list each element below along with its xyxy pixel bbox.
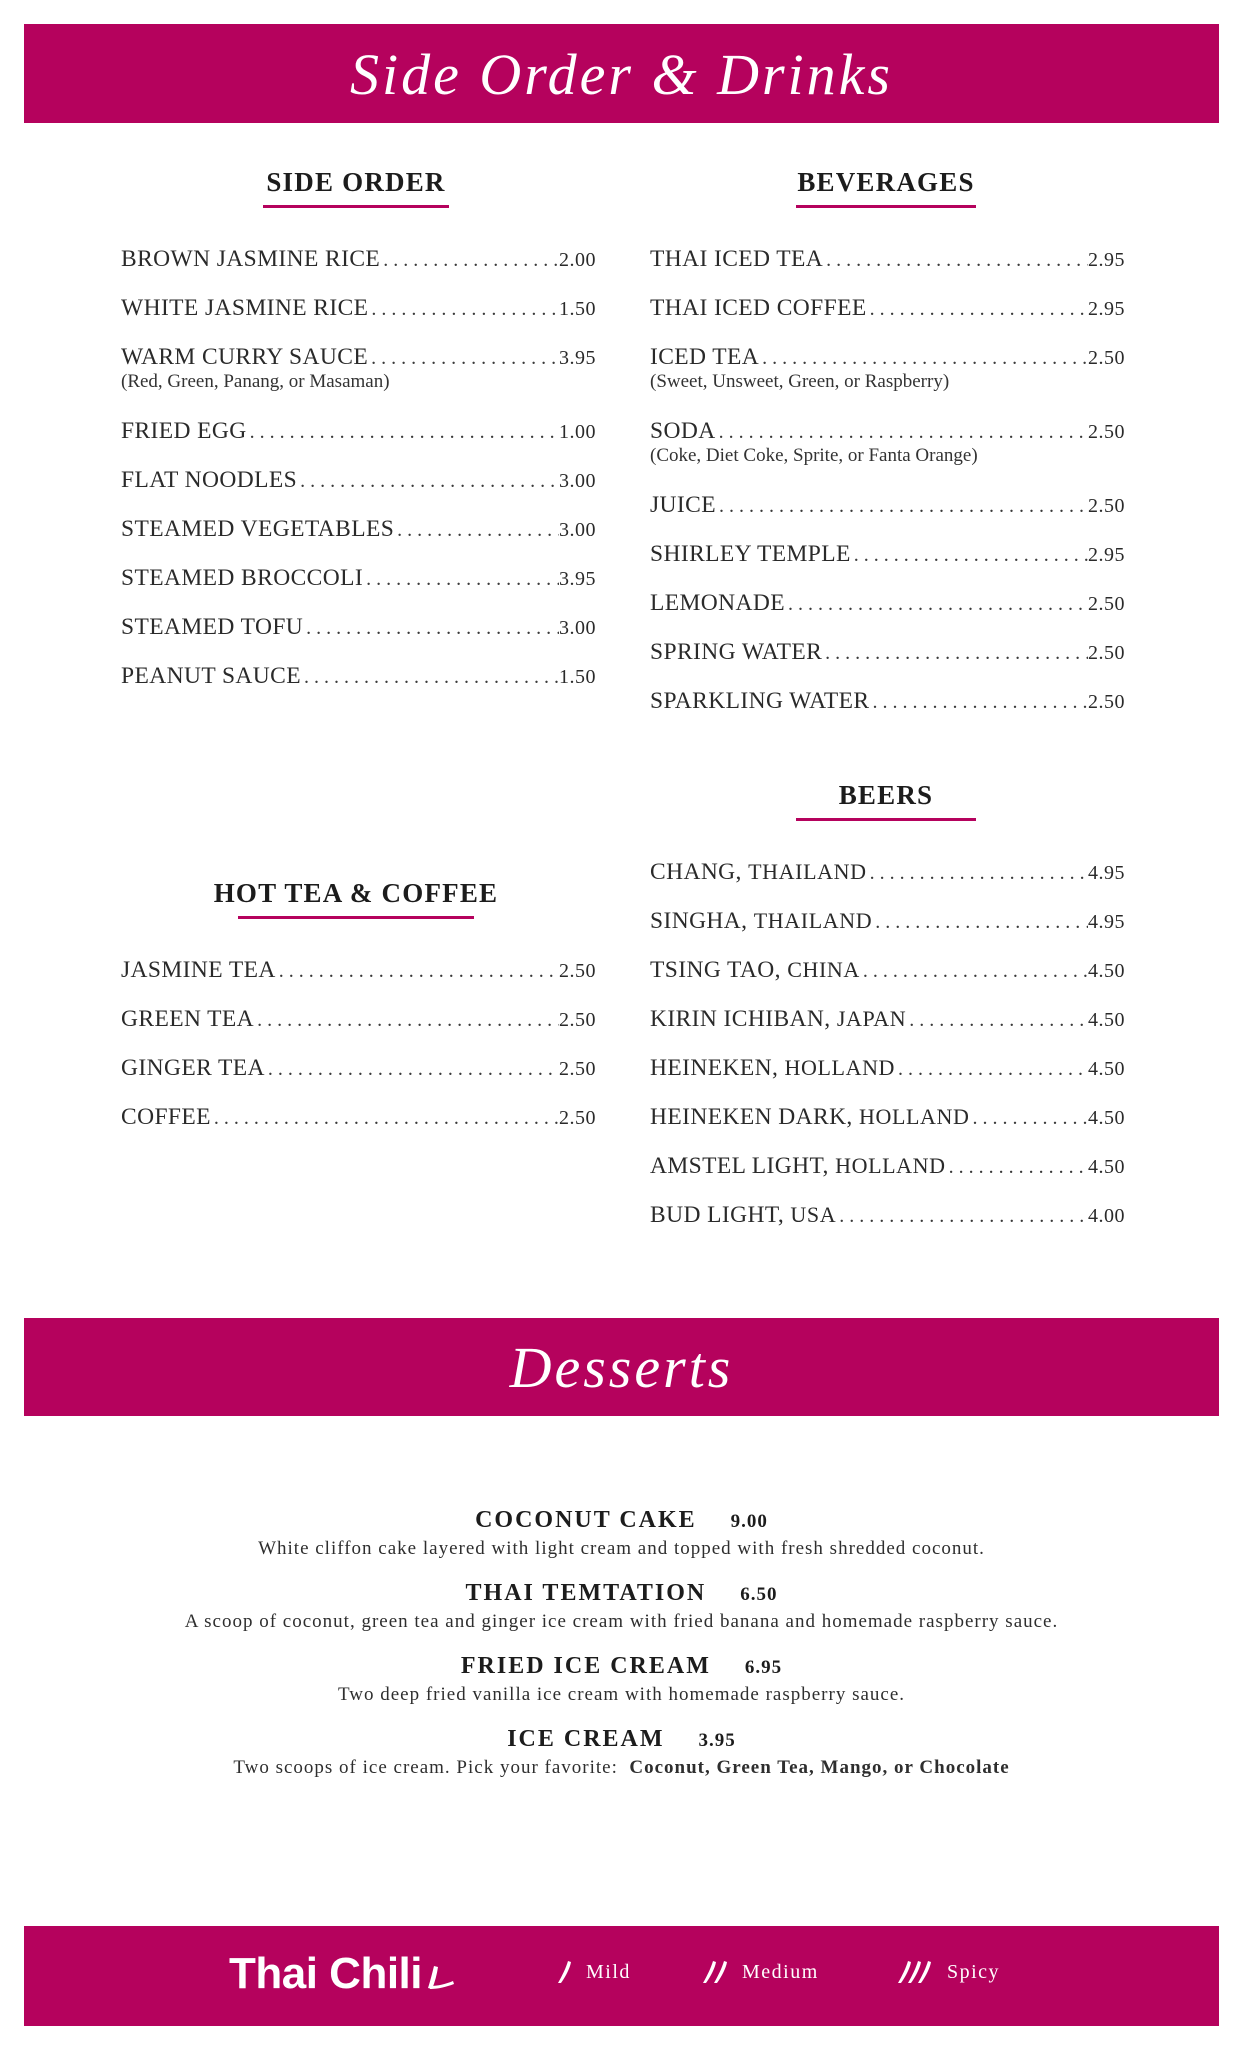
desserts-list — [0, 1505, 1243, 1797]
item-price: 2.95 — [1088, 249, 1125, 271]
item-name-text: SHIRLEY TEMPLE — [650, 541, 851, 567]
menu-item — [121, 416, 596, 465]
dot-leader — [211, 1103, 559, 1133]
item-price: 2.95 — [1088, 544, 1125, 566]
legend-mild — [556, 1960, 631, 1984]
hot-tea-coffee-heading-underline — [238, 916, 474, 919]
item-name-text: KIRIN ICHIBAN, — [650, 1006, 831, 1032]
menu-item — [121, 342, 596, 416]
item-name — [121, 342, 368, 372]
item-name-text: WARM CURRY SAUCE — [121, 344, 369, 370]
item-name — [650, 1102, 970, 1132]
item-origin: THAILAND — [753, 908, 873, 933]
dot-leader — [254, 1005, 559, 1035]
item-name — [121, 514, 394, 544]
dessert-description: Two deep fried vanilla ice cream with homemade raspberry sauce. — [337, 1684, 906, 1705]
hot-tea-coffee-heading — [196, 878, 516, 909]
item-name — [650, 686, 870, 716]
item-name-text: WHITE JASMINE RICE — [121, 295, 369, 321]
beers-list — [650, 857, 1125, 1249]
menu-item — [650, 539, 1125, 588]
dot-leader — [276, 956, 559, 986]
menu-item-row — [121, 661, 596, 692]
dot-leader — [906, 1005, 1088, 1035]
beverages-list — [650, 244, 1125, 735]
menu-item — [650, 1004, 1125, 1053]
item-name-text: GINGER TEA — [121, 1055, 265, 1081]
item-name — [121, 563, 363, 593]
menu-item-row — [650, 955, 1125, 986]
item-name-text: BROWN JASMINE RICE — [121, 246, 381, 272]
dot-leader — [759, 343, 1088, 373]
item-price: 2.95 — [1088, 298, 1125, 320]
dot-leader — [851, 540, 1088, 570]
item-price: 4.00 — [1088, 1205, 1125, 1227]
menu-item — [650, 244, 1125, 293]
item-name-text: CHANG, — [650, 859, 742, 885]
dessert-heading — [0, 1651, 1243, 1683]
menu-item — [121, 1053, 596, 1102]
item-name-text: SODA — [650, 418, 716, 444]
dessert-item — [0, 1578, 1243, 1651]
legend-medium-label: Medium — [742, 1960, 819, 1983]
item-name-text: JASMINE TEA — [121, 957, 276, 983]
item-origin: HOLLAND — [835, 1153, 946, 1178]
item-name — [650, 588, 785, 618]
dessert-heading — [0, 1724, 1243, 1756]
item-origin: HOLLAND — [784, 1055, 896, 1080]
item-name-text: STEAMED VEGETABLES — [121, 516, 395, 542]
item-name — [650, 1004, 906, 1034]
item-origin: USA — [790, 1202, 837, 1227]
item-name — [650, 955, 860, 985]
item-name-text: STEAMED TOFU — [121, 614, 304, 640]
item-name-text: FRIED EGG — [121, 418, 247, 444]
item-name-text: TSING TAO, — [650, 957, 781, 983]
item-name-text: FLAT NOODLES — [121, 467, 298, 493]
menu-item — [121, 514, 596, 563]
dot-leader — [836, 1201, 1088, 1231]
menu-item-row — [650, 342, 1125, 373]
item-name — [121, 416, 247, 446]
beers-heading — [776, 780, 996, 811]
item-name-text: SINGHA, — [650, 908, 748, 934]
dot-leader — [394, 515, 559, 545]
item-price: 2.50 — [559, 1058, 596, 1080]
menu-item-row — [121, 342, 596, 373]
menu-item — [650, 637, 1125, 686]
menu-item — [121, 661, 596, 710]
chili-medium-icon — [702, 1960, 728, 1984]
item-origin: HOLLAND — [859, 1104, 970, 1129]
menu-item — [121, 465, 596, 514]
menu-item — [121, 1004, 596, 1053]
menu-item-row — [650, 490, 1125, 521]
item-price: 4.50 — [1088, 1009, 1125, 1031]
dessert-price: 6.95 — [744, 1657, 783, 1678]
item-name — [650, 293, 867, 323]
item-name — [121, 612, 303, 642]
menu-item — [650, 906, 1125, 955]
dot-leader — [785, 589, 1088, 619]
item-price: 4.50 — [1088, 1058, 1125, 1080]
chili-logo-icon — [426, 1950, 456, 1980]
dot-leader — [946, 1152, 1088, 1182]
item-name — [121, 244, 380, 274]
item-name — [121, 465, 297, 495]
menu-item-row — [650, 293, 1125, 324]
item-name — [650, 906, 872, 936]
item-origin: CHINA — [787, 957, 860, 982]
desserts-title: Desserts — [509, 1335, 734, 1400]
menu-item-row — [650, 857, 1125, 888]
item-price: 2.50 — [1088, 593, 1125, 615]
menu-item-row — [650, 1200, 1125, 1231]
item-price: 1.00 — [559, 421, 596, 443]
item-name-text: SPARKLING WATER — [650, 688, 870, 714]
dot-leader — [380, 245, 559, 275]
menu-item-row — [650, 588, 1125, 619]
menu-item-row — [121, 1053, 596, 1084]
legend-medium — [702, 1960, 819, 1984]
item-name — [650, 539, 851, 569]
dessert-price: 9.00 — [730, 1511, 768, 1532]
item-name — [121, 1102, 211, 1132]
item-name-text: STEAMED BROCCOLI — [121, 565, 364, 591]
menu-item — [650, 857, 1125, 906]
dessert-flavors: Coconut, Green Tea, Mango, or Chocolate — [629, 1757, 1010, 1778]
header-banner — [24, 24, 1219, 123]
chili-mild-icon — [556, 1960, 572, 1984]
menu-item-row — [650, 416, 1125, 447]
item-name — [650, 637, 822, 667]
item-origin: JAPAN — [836, 1006, 907, 1031]
item-name-text: THAI ICED TEA — [650, 246, 824, 272]
menu-item-row — [121, 465, 596, 496]
item-name-text: HEINEKEN DARK, — [650, 1104, 853, 1130]
menu-item-row — [121, 563, 596, 594]
item-name-text: AMSTEL LIGHT, — [650, 1153, 829, 1179]
dessert-name: COCONUT CAKE — [475, 1507, 697, 1533]
hot-tea-coffee-heading-text: HOT TEA & COFFEE — [213, 878, 499, 908]
hot-tea-coffee-list — [121, 955, 596, 1151]
dessert-heading — [0, 1578, 1243, 1610]
item-name — [650, 1053, 895, 1083]
item-price: 3.95 — [559, 347, 596, 369]
menu-item — [650, 588, 1125, 637]
menu-item-row — [121, 416, 596, 447]
item-price: 1.50 — [559, 298, 596, 320]
dot-leader — [716, 491, 1088, 521]
dessert-item — [0, 1505, 1243, 1578]
menu-item — [650, 416, 1125, 490]
menu-item-row — [121, 514, 596, 545]
item-name — [650, 416, 716, 446]
menu-item-row — [650, 686, 1125, 717]
dot-leader — [368, 294, 559, 324]
dessert-heading — [0, 1505, 1243, 1537]
menu-item — [121, 955, 596, 1004]
menu-item-row — [121, 293, 596, 324]
menu-item-row — [121, 244, 596, 275]
item-name-text: LEMONADE — [650, 590, 786, 616]
item-note: (Coke, Diet Coke, Sprite, or Fanta Orange) — [650, 445, 978, 466]
menu-item-row — [121, 955, 596, 986]
menu-item — [650, 1200, 1125, 1249]
item-name — [121, 1004, 254, 1034]
beers-heading-text: BEERS — [838, 780, 934, 810]
menu-item — [121, 612, 596, 661]
item-price: 2.50 — [559, 1107, 596, 1129]
page-title: Side Order & Drinks — [350, 42, 893, 107]
item-price: 2.50 — [1088, 495, 1125, 517]
menu-item — [121, 563, 596, 612]
side-order-heading-underline — [263, 205, 449, 208]
menu-item — [650, 490, 1125, 539]
item-price: 2.50 — [1088, 421, 1125, 443]
item-price: 2.00 — [559, 249, 596, 271]
side-order-list — [121, 244, 596, 710]
dessert-name: ICE CREAM — [507, 1726, 665, 1752]
menu-item — [650, 293, 1125, 342]
dessert-description — [0, 1756, 1243, 1780]
dot-leader — [368, 343, 559, 373]
beverages-heading — [776, 167, 996, 198]
menu-item-row — [121, 1102, 596, 1133]
beverages-heading-underline — [796, 205, 976, 208]
item-price: 2.50 — [559, 960, 596, 982]
brand-logo — [229, 1946, 456, 2002]
dot-leader — [872, 907, 1088, 937]
dot-leader — [860, 956, 1088, 986]
menu-item-row — [650, 1004, 1125, 1035]
dessert-price: 3.95 — [698, 1730, 736, 1751]
menu-item — [121, 293, 596, 342]
dot-leader — [867, 294, 1088, 324]
menu-item-row — [650, 637, 1125, 668]
item-price: 4.50 — [1088, 1156, 1125, 1178]
dot-leader — [970, 1103, 1088, 1133]
menu-item-row — [650, 906, 1125, 937]
desserts-banner — [24, 1318, 1219, 1416]
menu-item — [121, 244, 596, 293]
item-name-text: BUD LIGHT, — [650, 1202, 785, 1228]
item-name — [650, 1151, 946, 1181]
side-order-heading — [256, 167, 456, 198]
menu-item-row — [650, 1102, 1125, 1133]
dot-leader — [870, 687, 1089, 717]
legend-spicy — [897, 1960, 1000, 1984]
item-price: 3.00 — [559, 470, 596, 492]
item-name-text: GREEN TEA — [121, 1006, 255, 1032]
dot-leader — [823, 245, 1088, 275]
legend-spicy-label: Spicy — [947, 1960, 1001, 1983]
menu-item — [121, 1102, 596, 1151]
item-name — [650, 1200, 836, 1230]
item-price: 4.50 — [1088, 1107, 1125, 1129]
dot-leader — [363, 564, 559, 594]
dessert-description: White cliffon cake layered with light cream and topped with fresh shredded coconut. — [258, 1538, 985, 1559]
item-name — [121, 1053, 265, 1083]
dessert-name: FRIED ICE CREAM — [460, 1653, 711, 1679]
item-name — [650, 342, 759, 372]
item-price: 4.50 — [1088, 960, 1125, 982]
item-price: 3.00 — [559, 617, 596, 639]
item-origin: THAILAND — [748, 859, 867, 884]
menu-item — [650, 1151, 1125, 1200]
item-name — [121, 955, 276, 985]
dot-leader — [297, 466, 559, 496]
item-name — [650, 490, 716, 520]
item-name-text: COFFEE — [121, 1104, 211, 1130]
item-price: 2.50 — [1088, 642, 1125, 664]
item-name-text: HEINEKEN, — [650, 1055, 779, 1081]
menu-item-row — [121, 1004, 596, 1035]
menu-item — [650, 342, 1125, 416]
item-name-text: PEANUT SAUCE — [121, 663, 301, 689]
menu-item-row — [650, 244, 1125, 275]
item-name-text: JUICE — [650, 492, 716, 518]
item-price: 3.95 — [559, 568, 596, 590]
item-name — [650, 857, 867, 887]
dessert-description: A scoop of coconut, green tea and ginger ice cream with fried banana and homemade raspberry sauce. — [184, 1611, 1059, 1632]
item-note: (Red, Green, Panang, or Masaman) — [121, 371, 390, 392]
item-name — [121, 661, 301, 691]
item-name-text: SPRING WATER — [650, 639, 823, 665]
menu-item — [650, 686, 1125, 735]
dessert-name: THAI TEMTATION — [465, 1580, 707, 1606]
dessert-description-text: Two scoops of ice cream. Pick your favorite: — [233, 1757, 618, 1778]
menu-item — [650, 1102, 1125, 1151]
item-price: 1.50 — [559, 666, 596, 688]
brand-name: Thai Chili — [229, 1949, 422, 1998]
side-order-heading-text: SIDE ORDER — [266, 167, 446, 197]
menu-item-row — [650, 1053, 1125, 1084]
dot-leader — [716, 417, 1088, 447]
item-price: 4.95 — [1088, 862, 1125, 884]
dot-leader — [822, 638, 1088, 668]
footer-banner — [24, 1926, 1219, 2026]
dessert-price: 6.50 — [740, 1584, 778, 1605]
dot-leader — [303, 613, 559, 643]
dot-leader — [247, 417, 559, 447]
dot-leader — [265, 1054, 559, 1084]
menu-item-row — [650, 539, 1125, 570]
item-name — [121, 293, 368, 323]
dessert-item — [0, 1724, 1243, 1797]
menu-item — [650, 1053, 1125, 1102]
beverages-heading-text: BEVERAGES — [797, 167, 975, 197]
dessert-item — [0, 1651, 1243, 1724]
menu-item-row — [650, 1151, 1125, 1182]
beers-heading-underline — [796, 818, 976, 821]
dot-leader — [301, 662, 559, 692]
item-name-text: THAI ICED COFFEE — [650, 295, 867, 321]
dot-leader — [867, 858, 1088, 888]
menu-item-row — [121, 612, 596, 643]
item-note: (Sweet, Unsweet, Green, or Raspberry) — [650, 371, 950, 392]
legend-mild-label: Mild — [586, 1960, 631, 1983]
item-name — [650, 244, 823, 274]
item-price: 2.50 — [559, 1009, 596, 1031]
dot-leader — [895, 1054, 1088, 1084]
item-price: 4.95 — [1088, 911, 1125, 933]
item-price: 2.50 — [1088, 691, 1125, 713]
item-price: 3.00 — [559, 519, 596, 541]
menu-item — [650, 955, 1125, 1004]
chili-spicy-icon — [897, 1960, 933, 1984]
item-price: 2.50 — [1088, 347, 1125, 369]
item-name-text: ICED TEA — [650, 344, 760, 370]
